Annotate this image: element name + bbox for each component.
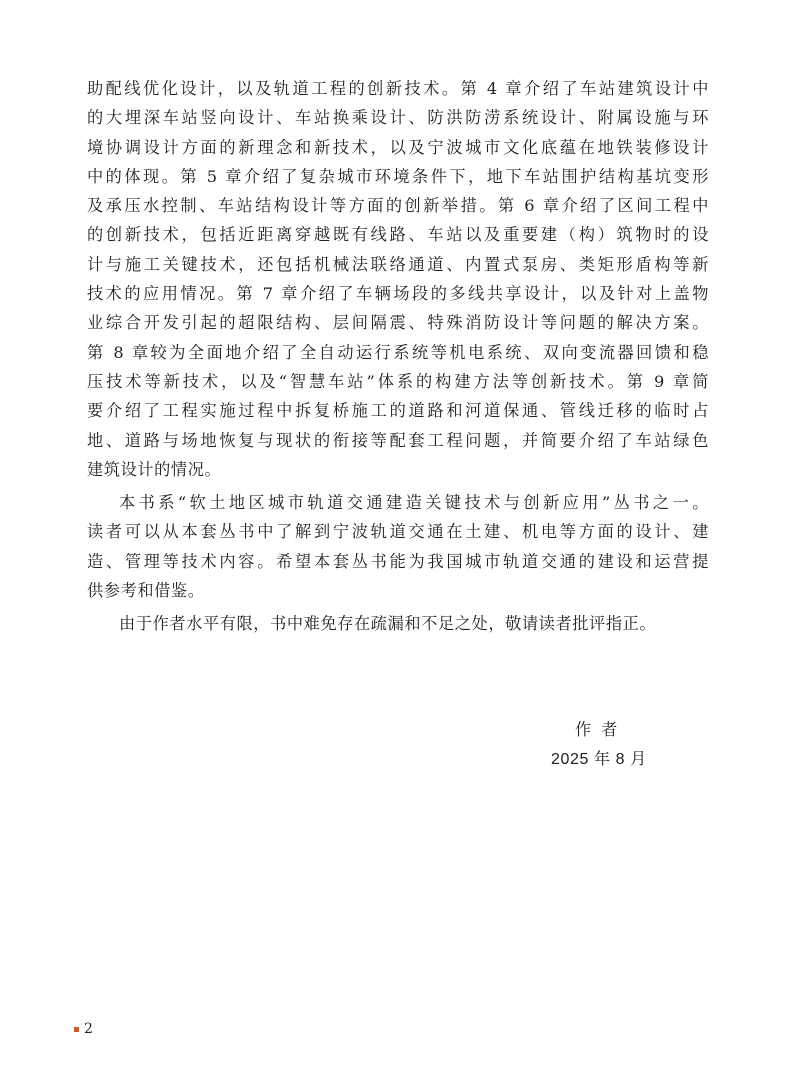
body-text: [87, 74, 709, 639]
text-line: 境协调设计方面的新理念和新技术，以及宁波城市文化底蕴在地铁装修设计: [87, 137, 709, 157]
paragraph-closing: [87, 609, 709, 638]
text-line: 供参考和借鉴。: [87, 581, 205, 601]
text-line: 技术的应用情况。第 7 章介绍了车辆场段的多线共享设计，以及针对上盖物: [87, 284, 709, 304]
paragraph-series-intro: [87, 488, 709, 605]
text-line: 要介绍了工程实施过程中拆复桥施工的道路和河道保通、管线迁移的临时占: [87, 401, 709, 421]
paragraph-chapter-summary: [87, 74, 709, 484]
text-line: 地、道路与场地恢复与现状的衔接等配套工程问题，并简要介绍了车站绿色: [87, 430, 709, 450]
date-label: 2025 年 8 月: [551, 751, 647, 768]
text-line: 业综合开发引起的超限结构、层间隔震、特殊消防设计等问题的解决方案。: [87, 313, 709, 333]
text-line: 的大埋深车站竖向设计、车站换乘设计、防洪防涝系统设计、附属设施与环: [87, 108, 709, 128]
text-line: 及承压水控制、车站结构设计等方面的创新举措。第 6 章介绍了区间工程中: [87, 196, 709, 216]
page-number: 2: [84, 1021, 93, 1037]
text-line: 第 8 章较为全面地介绍了全自动运行系统等机电系统、双向变流器回馈和稳: [87, 342, 709, 362]
text-line: 本书系“软土地区城市轨道交通建造关键技术与创新应用”丛书之一。: [119, 493, 709, 513]
text-line: 助配线优化设计，以及轨道工程的创新技术。第 4 章介绍了车站建筑设计中: [87, 79, 709, 98]
text-line: 的创新技术，包括近距离穿越既有线路、车站以及重要建（构）筑物时的设: [87, 225, 709, 245]
text-line: 中的体现。第 5 章介绍了复杂城市环境条件下，地下车站围护结构基坑变形: [87, 166, 709, 186]
text-line: 读者可以从本套丛书中了解到宁波轨道交通在土建、机电等方面的设计、建: [87, 522, 709, 542]
page-footer: [74, 1021, 93, 1037]
author-label: 作者: [575, 720, 628, 739]
text-line: 计与施工关键技术，还包括机械法联络通道、内置式泵房、类矩形盾构等新: [87, 254, 709, 274]
square-bullet-icon: [74, 1027, 79, 1032]
text-line: 造、管理等技术内容。希望本套丛书能为我国城市轨道交通的建设和运营提: [87, 551, 709, 571]
text-line: 建筑设计的情况。: [87, 459, 222, 479]
text-line: 压技术等新技术，以及“智慧车站”体系的构建方法等创新技术。第 9 章简: [87, 371, 709, 391]
text-line: 由于作者水平有限，书中难免存在疏漏和不足之处，敬请读者批评指正。: [119, 614, 657, 634]
